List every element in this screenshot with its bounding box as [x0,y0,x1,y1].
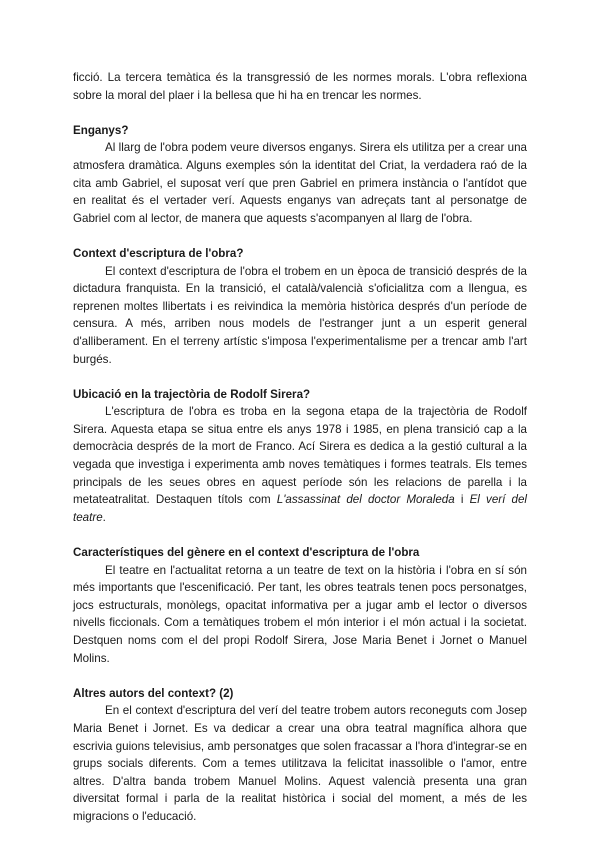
section-enganys [73,122,527,228]
section-heading: Característiques del gènere en el context d'escriptura de l'obra [73,546,420,560]
section-paragraph: El context d'escriptura de l'obra el trobem en un època de transició després de la dictadura franquista. En la transició, el català/valencià s'oficialitza com a llengua, es reprenen moltes llibertats i es reivindica la memòria històrica després d'un període de censura. A més, arriben nous models de l'estranger junt a un esperit general d'alliberament. En el terreny artístic s'imposa l'experimentalisme per a trencar amb l'art burgés. [73,264,527,366]
section-paragraph: El teatre en l'actualitat retorna a un teatre de text on la història i l'obra en sí són més importants que l'escenificació. Per tant, les obres teatrals tenen pocs personatges, jocs estructurals, monòlegs, opacitat informativa per a jugar amb el lector o diversos nivells ficcionals. Com a temàtiques trobem el món interior i el món actual i la societat. Destquen noms com el del propi Rodolf Sirera, Jose Maria Benet i Jornet o Manuel Molins. [73,563,527,665]
paragraph-text: L'escriptura de l'obra es troba en la segona etapa de la trajectòria de Rodolf Sirera. Aquesta etapa se situa entre els anys 1978 i 1985, en plena transició cap a la democràcia després de la mort de Franco. Ací Sirera es dedica a la gestió cultural a la vegada que investiga i experimenta amb noves temàtiques i formes teatrals. Els temes principals de les seues obres en aquest període són les relacions de parella i la metateatralitat. Destaquen títols com [73,405,527,507]
section-caracteristiques [73,544,527,667]
section-context [73,245,527,368]
section-paragraph [73,403,527,526]
intro-paragraph: ficció. La tercera temàtica és la transgressió de les normes morals. L'obra reflexiona sobre la moral del plaer i la bellesa que hi ha en trencar les normes. [73,71,527,102]
connector-text: i [454,493,470,507]
section-paragraph: En el context d'escriptura del verí del teatre trobem autors reconeguts com Josep Maria Benet i Jornet. Es va dedicar a crear una obra teatral magnífica alhora que escrivia guions televisius, amb personatges que solen fracassar a l'hora d'integrar-se en grups socials diferents. Com a temes utilitzava la felicitat inassolible o l'amor, entre altres. D'altra banda trobem Manuel Molins. Aquest valencià presenta una gran diversitat formal i parla de la realitat històrica i social del moment, a més de les migracions o l'educació. [73,704,527,823]
section-heading: Ubicació en la trajectòria de Rodolf Sirera? [73,387,311,401]
document-page [73,69,527,826]
section-paragraph: Al llarg de l'obra podem veure diversos enganys. Sirera els utilitza per a crear una atmosfera dramàtica. Alguns exemples són la identitat del Criat, la verdadera raó de la cita amb Gabriel, el suposat verí que pren Gabriel en primera instància o l'antídot que en realitat és el vertader verí. Aquests enganys van adreçats tant al personatge de Gabriel com al lector, de manera que aquests s'acompanyen al llarg de l'obra. [73,141,527,225]
paragraph-end: . [102,510,106,524]
section-altres-autors [73,685,527,826]
work-title-veri: El verí del teatre [73,493,527,524]
work-title-assassinat: L'assassinat del doctor Moraleda [276,493,455,507]
section-ubicacio [73,386,527,527]
section-heading: Context d'escriptura de l'obra? [73,246,244,260]
section-heading: Enganys? [73,123,129,137]
section-heading: Altres autors del context? (2) [73,686,234,700]
